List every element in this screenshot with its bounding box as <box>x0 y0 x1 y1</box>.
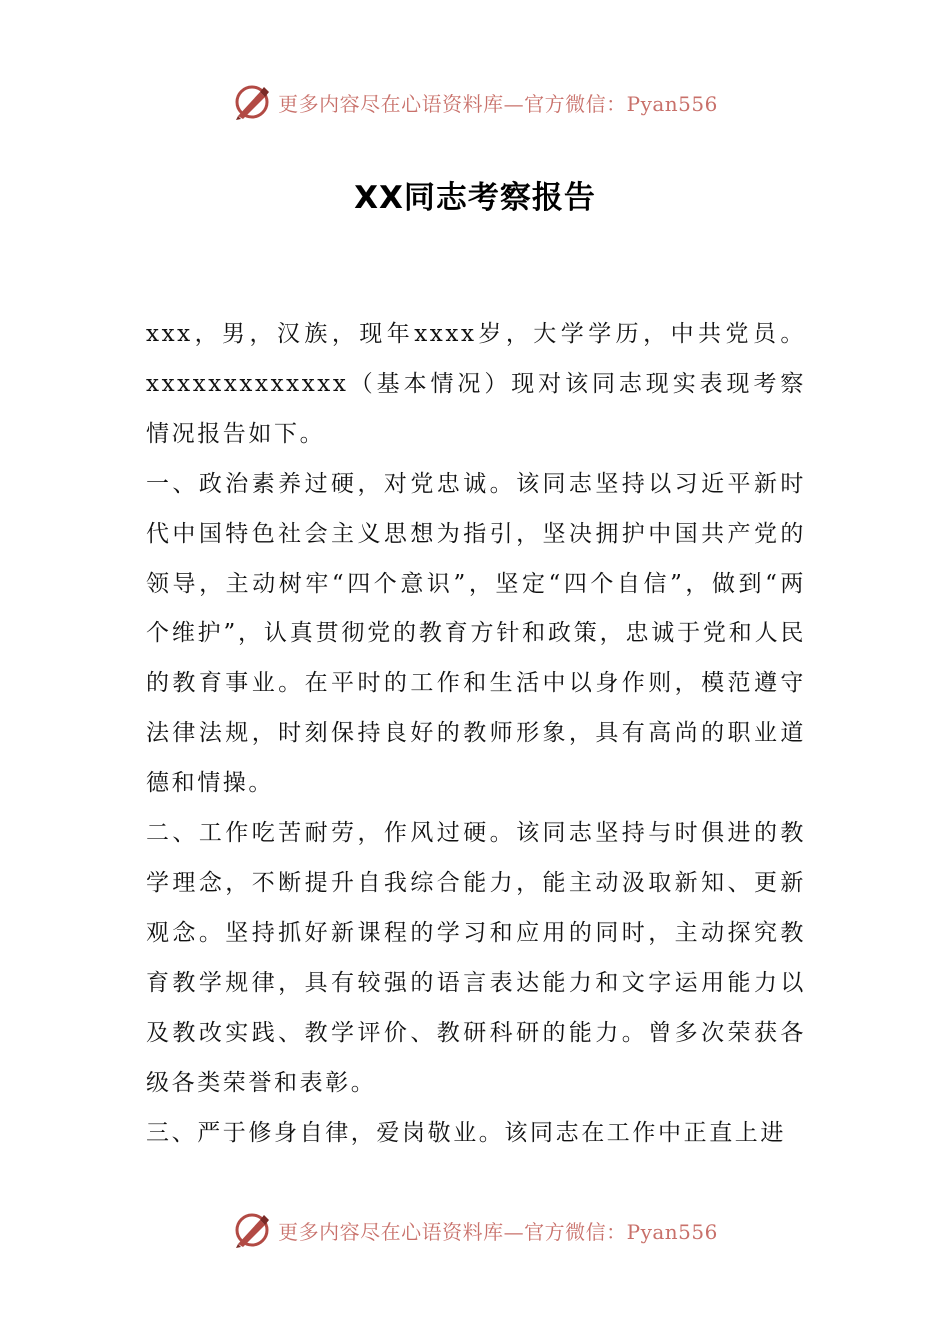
document-body <box>146 310 806 1158</box>
pen-logo-icon <box>232 1210 272 1250</box>
header-watermark-text: 更多内容尽在心语资料库—官方微信：Pyan556 <box>278 91 718 116</box>
header-watermark <box>0 80 950 124</box>
paragraph-political: 一、政治素养过硬，对党忠诚。该同志坚持以习近平新时代中国特色社会主义思想为指引，坚决拥护中国共产党的领导，主动树牢“四个意识”，坚定“四个自信”，做到“两个维护”，认真贯彻党的教育方针和政策，忠诚于党和人民的教育事业。在平时的工作和生活中以身作则，模范遵守法律法规，时刻保持良好的教师形象，具有高尚的职业道德和情操。 <box>146 470 806 797</box>
paragraph-work: 二、工作吃苦耐劳，作风过硬。该同志坚持与时俱进的教学理念，不断提升自我综合能力，能主动汲取新知、更新观念。坚持抓好新课程的学习和应用的同时，主动探究教育教学规律，具有较强的语言表达能力和文字运用能力以及教改实践、教学评价、教研科研的能力。曾多次荣获各级各类荣誉和表彰。 <box>146 820 806 1096</box>
footer-watermark <box>0 1208 950 1252</box>
document-title: XX同志考察报告 <box>354 180 596 216</box>
paragraph-discipline: 三、严于修身自律，爱岗敬业。该同志在工作中正直上进 <box>146 1119 786 1146</box>
paragraph-basic-info: xxx，男，汉族，现年xxxx岁，大学学历，中共党员。xxxxxxxxxxxxx（基本情况）现对该同志现实表现考察情况报告如下。 <box>146 321 806 447</box>
pen-logo-icon <box>232 82 272 122</box>
footer-watermark-text: 更多内容尽在心语资料库—官方微信：Pyan556 <box>278 1219 718 1244</box>
